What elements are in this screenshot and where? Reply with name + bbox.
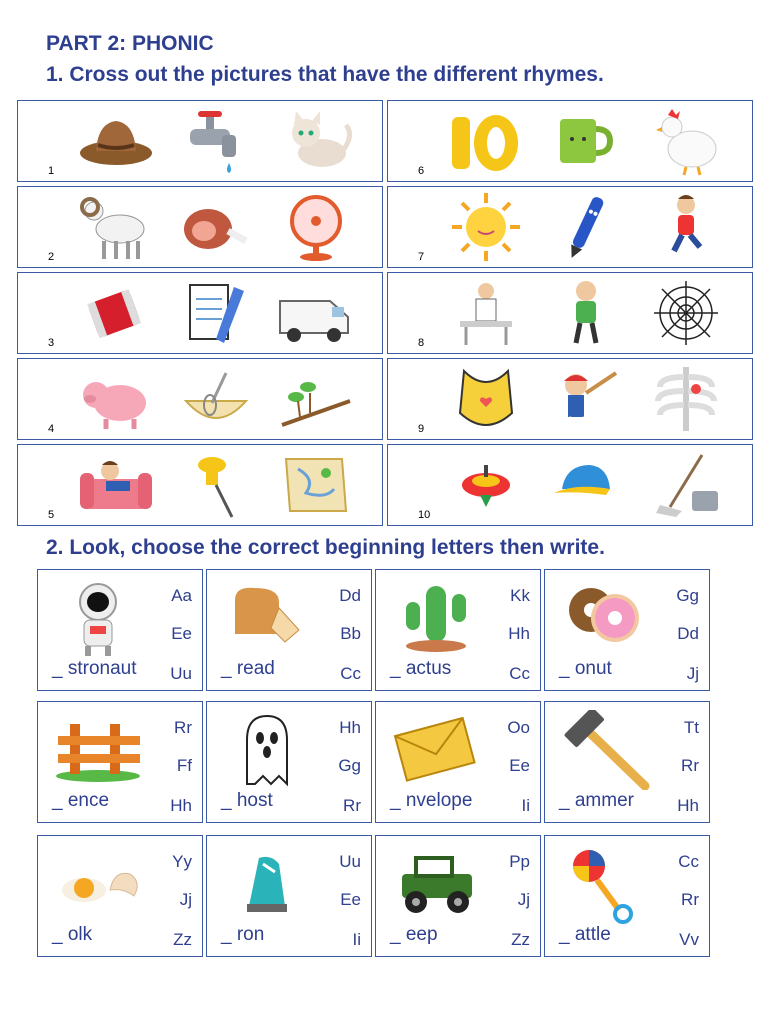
- letter-option[interactable]: Hh: [339, 718, 361, 737]
- rib-cage-icon[interactable]: [646, 363, 726, 435]
- letter-card: [206, 569, 372, 691]
- letter-option[interactable]: Kk: [510, 586, 530, 605]
- rhyme-row: [17, 444, 383, 526]
- can-icon[interactable]: [76, 277, 156, 349]
- letter-option[interactable]: Pp: [509, 852, 530, 871]
- letter-card: [375, 569, 541, 691]
- egg-yolk-icon: [50, 844, 146, 924]
- letter-card: [206, 701, 372, 823]
- letter-card: [37, 835, 203, 957]
- word-blank[interactable]: _ stronaut: [52, 658, 137, 679]
- fan-icon[interactable]: [276, 191, 356, 263]
- astronaut-icon: [50, 578, 146, 658]
- letter-card: [544, 835, 710, 957]
- letter-option[interactable]: Zz: [173, 930, 192, 949]
- row-number: 8: [418, 337, 425, 349]
- bib-icon[interactable]: [446, 363, 526, 435]
- letter-option[interactable]: Tt: [683, 718, 699, 737]
- row-number: 4: [48, 423, 55, 435]
- cat-icon[interactable]: [276, 105, 356, 177]
- word-blank[interactable]: _ eep: [390, 924, 438, 945]
- word-blank[interactable]: _ attle: [559, 924, 611, 945]
- letter-option[interactable]: Zz: [511, 930, 530, 949]
- rhyme-row: [17, 272, 383, 354]
- ghost-icon: [219, 710, 315, 790]
- iron-icon: [219, 844, 315, 924]
- ham-icon[interactable]: [176, 191, 256, 263]
- letter-card: [37, 701, 203, 823]
- row-number: 5: [48, 509, 55, 521]
- letter-option[interactable]: Ee: [509, 756, 530, 775]
- hen-icon[interactable]: [646, 105, 726, 177]
- rhyme-row: [387, 100, 753, 182]
- letter-option[interactable]: Ff: [176, 756, 192, 775]
- letter-option[interactable]: Cc: [340, 664, 361, 683]
- rhyme-row: [387, 272, 753, 354]
- cactus-icon: [388, 578, 484, 658]
- letter-card: [544, 701, 710, 823]
- envelope-icon: [388, 710, 484, 790]
- row-number: 1: [48, 165, 55, 177]
- cap-icon[interactable]: [546, 449, 626, 521]
- letter-option[interactable]: Gg: [676, 586, 699, 605]
- ram-icon[interactable]: [76, 191, 156, 263]
- letter-option[interactable]: Bb: [340, 624, 361, 643]
- letter-option[interactable]: Uu: [339, 852, 361, 871]
- letter-option[interactable]: Ii: [352, 930, 361, 949]
- letter-option[interactable]: Hh: [508, 624, 530, 643]
- notepad-pencil-icon[interactable]: [176, 277, 256, 349]
- letter-option[interactable]: Dd: [677, 624, 699, 643]
- spider-web-icon[interactable]: [646, 277, 726, 349]
- map-icon[interactable]: [276, 449, 356, 521]
- letter-option[interactable]: Hh: [170, 796, 192, 815]
- letter-card: [375, 835, 541, 957]
- letter-card: [37, 569, 203, 691]
- letter-option[interactable]: Cc: [678, 852, 699, 871]
- number-ten-icon[interactable]: [446, 105, 526, 177]
- letter-option[interactable]: Vv: [679, 930, 699, 949]
- sun-icon[interactable]: [446, 191, 526, 263]
- rhyme-row: [387, 444, 753, 526]
- word-blank[interactable]: _ ence: [52, 790, 110, 811]
- letter-card: [206, 835, 372, 957]
- word-blank[interactable]: _ ammer: [559, 790, 634, 811]
- van-icon[interactable]: [276, 277, 356, 349]
- baseball-boy-icon[interactable]: [546, 363, 626, 435]
- letter-option[interactable]: Yy: [172, 852, 192, 871]
- row-number: 9: [418, 423, 425, 435]
- letter-card: [375, 701, 541, 823]
- word-blank[interactable]: _ nvelope: [390, 790, 473, 811]
- row-number: 2: [48, 251, 55, 263]
- word-blank[interactable]: _ actus: [390, 658, 452, 679]
- boy-on-sofa-icon[interactable]: [76, 449, 156, 521]
- letter-option[interactable]: Dd: [339, 586, 361, 605]
- letter-option[interactable]: Ii: [521, 796, 530, 815]
- hammer-icon: [557, 710, 653, 790]
- pig-icon[interactable]: [76, 363, 156, 435]
- section2-heading: 2. Look, choose the correct beginning letters then write.: [46, 536, 605, 559]
- letter-option[interactable]: Ee: [340, 890, 361, 909]
- mop-icon[interactable]: [646, 449, 726, 521]
- word-blank[interactable]: _ read: [221, 658, 275, 679]
- bread-icon: [219, 578, 315, 658]
- spinning-top-icon[interactable]: [446, 449, 526, 521]
- running-boy-icon[interactable]: [646, 191, 726, 263]
- hat-icon[interactable]: [76, 105, 156, 177]
- rhyme-row: [17, 100, 383, 182]
- part-title: PART 2: PHONIC: [46, 32, 214, 55]
- boy-icon[interactable]: [546, 277, 626, 349]
- letter-option[interactable]: Rr: [681, 890, 699, 909]
- letter-option[interactable]: Gg: [338, 756, 361, 775]
- letter-card: [544, 569, 710, 691]
- rhyme-row: [387, 186, 753, 268]
- jeep-icon: [388, 844, 484, 924]
- pushpin-icon[interactable]: [176, 449, 256, 521]
- letter-option[interactable]: Hh: [677, 796, 699, 815]
- row-number: 3: [48, 337, 55, 349]
- letter-option[interactable]: Rr: [174, 718, 192, 737]
- row-number: 6: [418, 165, 425, 177]
- word-blank[interactable]: _ olk: [52, 924, 93, 945]
- row-number: 7: [418, 251, 425, 263]
- letter-option[interactable]: Rr: [681, 756, 699, 775]
- letter-option[interactable]: Jj: [179, 890, 192, 909]
- letter-option[interactable]: Ee: [171, 624, 192, 643]
- fence-icon: [50, 710, 146, 790]
- rhyme-row: [17, 358, 383, 440]
- rhyme-row: [387, 358, 753, 440]
- letter-option[interactable]: Jj: [686, 664, 699, 683]
- twig-icon[interactable]: [276, 363, 356, 435]
- row-number: 10: [418, 509, 431, 521]
- rattle-icon: [557, 844, 653, 924]
- rhyme-row: [17, 186, 383, 268]
- section1-heading: 1. Cross out the pictures that have the different rhymes.: [46, 63, 604, 86]
- whisk-bowl-icon[interactable]: [176, 363, 256, 435]
- letter-option[interactable]: Jj: [517, 890, 530, 909]
- letter-option[interactable]: Aa: [171, 586, 192, 605]
- vet-icon[interactable]: [446, 277, 526, 349]
- letter-option[interactable]: Oo: [507, 718, 530, 737]
- faucet-icon[interactable]: [176, 105, 256, 177]
- word-blank[interactable]: _ host: [221, 790, 273, 811]
- word-blank[interactable]: _ onut: [559, 658, 612, 679]
- letter-option[interactable]: Rr: [343, 796, 361, 815]
- pen-icon[interactable]: [546, 191, 626, 263]
- letter-option[interactable]: Cc: [509, 664, 530, 683]
- letter-option[interactable]: Uu: [170, 664, 192, 683]
- donut-icon: [557, 578, 653, 658]
- mug-icon[interactable]: [546, 105, 626, 177]
- word-blank[interactable]: _ ron: [221, 924, 265, 945]
